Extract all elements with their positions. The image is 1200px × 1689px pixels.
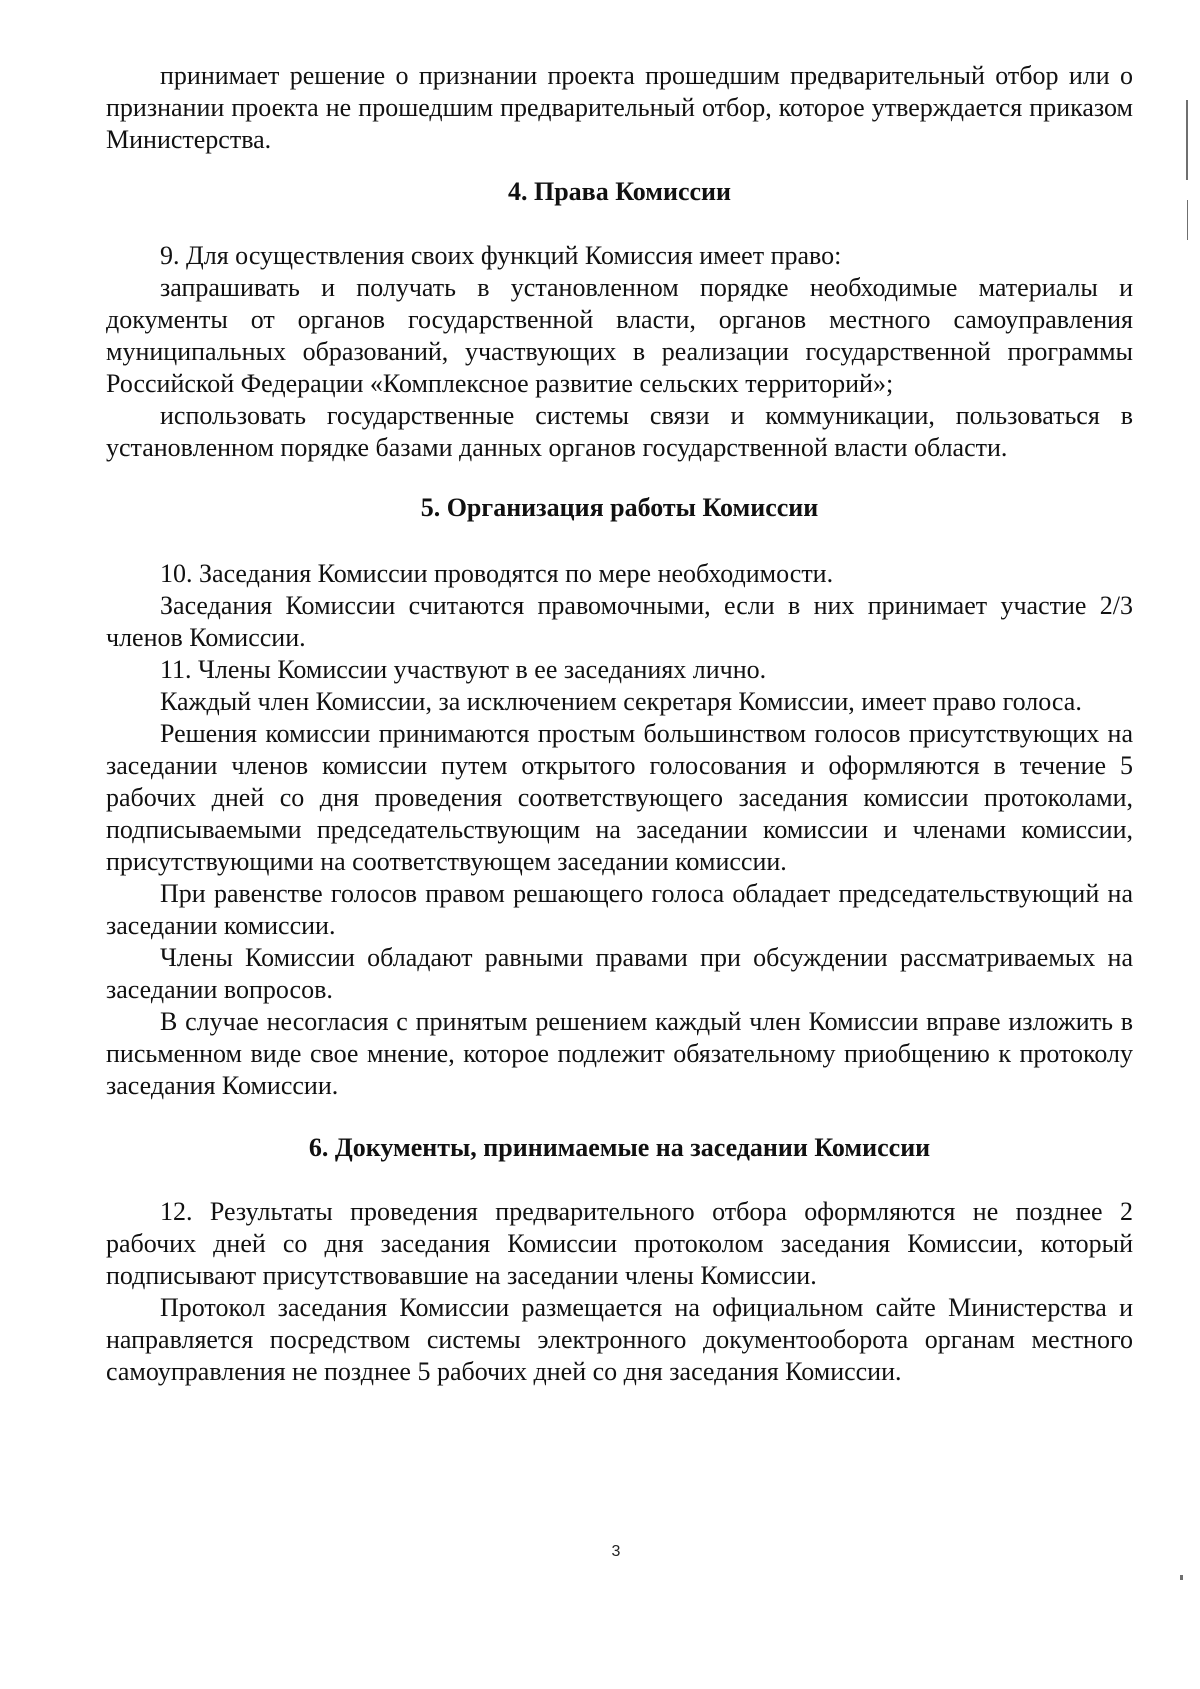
section-4-paragraph: запрашивать и получать в установленном порядке необходимые материалы и документы от органов государственной власти, органов местного самоуправления муниципальных образований, участвующих в реализации государственной программы Российской Федерации «Комплексное развитие сельских территорий»; (106, 273, 1133, 398)
section-6-heading: 6. Документы, принимаемые на заседании Комиссии (308, 1133, 931, 1162)
section-5-paragraph: В случае несогласия с принятым решением каждый член Комиссии вправе изложить в письменном виде свое мнение, которое подлежит обязательному приобщению к протоколу заседания Комиссии. (106, 1007, 1133, 1100)
section-5-paragraph: При равенстве голосов правом решающего голоса обладает председательствующий на заседании комиссии. (106, 879, 1133, 940)
scan-edge-mark (1180, 1575, 1183, 1580)
section-4-heading: 4. Права Комиссии (507, 177, 732, 206)
document-page (106, 60, 1133, 1388)
section-4-paragraph: использовать государственные системы связи и коммуникации, пользоваться в установленном порядке базами данных органов государственной власти области. (106, 401, 1133, 462)
page-number: 3 (611, 1543, 621, 1560)
section-6-paragraph: 12. Результаты проведения предварительного отбора оформляются не позднее 2 рабочих дней со дня заседания Комиссии протоколом заседания Комиссии, который подписывают присутствовавшие на заседании члены Комиссии. (106, 1197, 1133, 1290)
scan-edge-mark (1186, 100, 1188, 180)
section-6-paragraph: Протокол заседания Комиссии размещается на официальном сайте Министерства и направляется посредством системы электронного документооборота органам местного самоуправления не позднее 5 рабочих дней со дня заседания Комиссии. (106, 1293, 1133, 1386)
section-5-paragraph: Заседания Комиссии считаются правомочными, если в них принимает участие 2/3 членов Комиссии. (106, 591, 1133, 652)
section-4-paragraph: 9. Для осуществления своих функций Комиссия имеет право: (160, 241, 842, 270)
section-5-paragraph: Решения комиссии принимаются простым большинством голосов присутствующих на заседании членов комиссии путем открытого голосования и оформляются в течение 5 рабочих дней со дня проведения соответствующего заседания комиссии протоколами, подписываемыми председательствующим на заседании комиссии и членами комиссии, присутствующими на соответствующем заседании комиссии. (106, 719, 1133, 876)
scan-edge-mark (1187, 200, 1188, 240)
section-5-paragraph: 10. Заседания Комиссии проводятся по мере необходимости. (160, 559, 834, 588)
section-5-heading: 5. Организация работы Комиссии (420, 493, 819, 522)
section-5-paragraph: 11. Члены Комиссии участвуют в ее заседаниях лично. (160, 655, 767, 684)
section-5-paragraph: Каждый член Комиссии, за исключением секретаря Комиссии, имеет право голоса. (160, 687, 1082, 716)
intro-paragraph: принимает решение о признании проекта прошедшим предварительный отбор или о признании проекта не прошедшим предварительный отбор, которое утверждается приказом Министерства. (106, 61, 1133, 154)
section-5-paragraph: Члены Комиссии обладают равными правами при обсуждении рассматриваемых на заседании вопросов. (106, 943, 1133, 1004)
